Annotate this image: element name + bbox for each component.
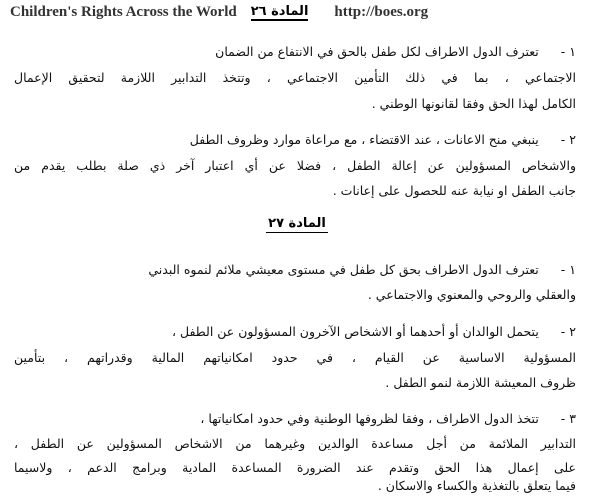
paragraph-text: ينبغي منح الاعانات ، عند الاقتضاء ، مع مراعاة موارد وظروف الطفل — [189, 132, 539, 147]
paragraph-text: يتحمل الوالدان أو أحدهما أو الاشخاص الآخرون المسؤولون عن الطفل ، — [171, 324, 539, 339]
article-26-p1-line2: الاجتماعي ، بما في ذلك التأمين الاجتماعي ، وتتخذ التدابير اللازمة لتحقيق الإعمال — [14, 70, 576, 85]
paragraph-text: تتخذ الدول الاطراف ، وفقا لظروفها الوطنية وفي حدود امكانياتها ، — [200, 411, 539, 426]
article-27-heading — [0, 216, 594, 231]
site-title: Children's Rights Across the World — [10, 3, 237, 20]
article-26-p2-line2: والاشخاص المسؤولين عن إعالة الطفل ، فضلا عن أي اعتبار آخر ذي صلة بطلب يقدم من — [14, 158, 576, 173]
article-27-p2-line2: المسؤولية الاساسية عن القيام ، في حدود امكانياتهم المالية وقدراتهم ، بتأمين — [14, 350, 576, 365]
article-27-p3-line3: على إعمال هذا الحق وتقدم عند الضرورة المساعدة المادية وبرامج الدعم ، ولاسيما — [14, 460, 576, 475]
article-27-p2-line3: ظروف المعيشة اللازمة لنمو الطفل . — [385, 375, 576, 390]
paragraph-number: ٢ - — [560, 324, 576, 339]
paragraph-text: تعترف الدول الاطراف لكل طفل بالحق في الانتفاع من الضمان — [215, 44, 539, 59]
site-url[interactable]: http://boes.org — [334, 3, 429, 20]
article-26-p2-line3: جانب الطفل او نيابة عنه للحصول على إعانات . — [332, 183, 576, 198]
article-26-heading: المادة ٢٦ — [250, 3, 309, 19]
article-27-p3-line1 — [200, 411, 576, 427]
article-27-p3-line2: التدابير الملائمة من أجل مساعدة الوالدين وغيرهما من الاشخاص المسؤولين عن الطفل ، — [14, 436, 576, 451]
paragraph-text: تعترف الدول الاطراف بحق كل طفل في مستوى معيشي ملائم لنموه البدني — [148, 262, 539, 277]
article-26-p2-line1 — [190, 132, 576, 148]
article-27-heading-text: المادة ٢٧ — [268, 216, 326, 231]
article-26-p1-line1 — [215, 44, 576, 60]
article-27-p3-line4: فيما يتعلق بالتغذية والكساء والاسكان . — [377, 478, 576, 493]
page-header — [10, 2, 582, 22]
article-27-p1-line2: والعقلي والروحي والمعنوي والاجتماعي . — [367, 287, 576, 302]
article-27-p2-line1 — [172, 324, 576, 340]
paragraph-number: ١ - — [560, 44, 576, 59]
article-26-p1-line3: الكامل لهذا الحق وفقا لقانونها الوطني . — [371, 96, 576, 111]
paragraph-number: ٢ - — [560, 132, 576, 147]
paragraph-number: ١ - — [560, 262, 576, 277]
article-27-p1-line1 — [148, 262, 576, 278]
paragraph-number: ٣ - — [560, 411, 576, 426]
